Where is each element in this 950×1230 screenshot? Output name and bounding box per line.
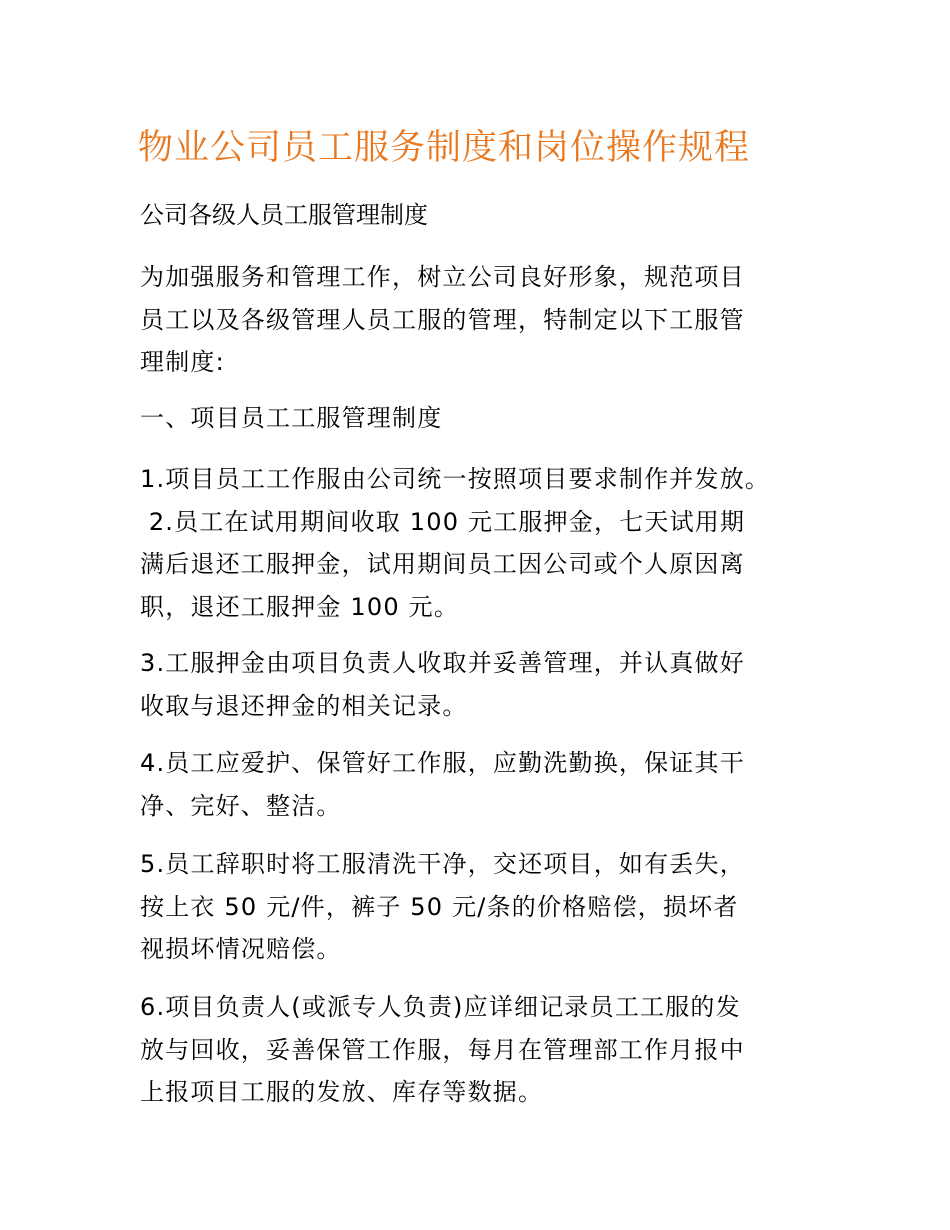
intro-line: 员工以及各级管理人员工服的管理，特制定以下工服管 bbox=[140, 305, 745, 334]
rule-item-5 bbox=[140, 843, 840, 971]
intro-line: 理制度: bbox=[140, 348, 225, 376]
rule-item-3 bbox=[140, 642, 840, 727]
rule-line: 6.项目负责人(或派专人负责)应详细记录员工工服的发 bbox=[140, 993, 741, 1021]
rule-line: 5.员工辞职时将工服清洗干净，交还项目，如有丢失， bbox=[140, 850, 745, 878]
rule-line: 满后退还工服押金，试用期间员工因公司或个人原因离 bbox=[140, 550, 745, 578]
rule-line: 按上衣 50 元/件，裤子 50 元/条的价格赔偿，损坏者 bbox=[140, 892, 739, 921]
rule-line: 净、完好、整洁。 bbox=[140, 791, 342, 820]
intro-paragraph bbox=[140, 256, 840, 384]
rule-line: 4.员工应爱护、保管好工作服，应勤洗勤换，保证其干 bbox=[140, 749, 745, 777]
rule-line: 上报项目工服的发放、库存等数据。 bbox=[140, 1078, 544, 1106]
rule-item-6 bbox=[140, 986, 840, 1114]
rule-line: 3.工服押金由项目负责人收取并妥善管理，并认真做好 bbox=[140, 649, 745, 677]
rule-line: 视损坏情况赔偿。 bbox=[140, 935, 342, 963]
section-heading bbox=[140, 397, 840, 440]
intro-line: 为加强服务和管理工作，树立公司良好形象，规范项目 bbox=[140, 263, 745, 291]
section-heading-text: 一、项目员工工服管理制度 bbox=[140, 404, 443, 432]
rule-item-1-2 bbox=[140, 458, 840, 628]
rule-line: 收取与退还押金的相关记录。 bbox=[140, 691, 468, 720]
rule-line: 1.项目员工工作服由公司统一按照项目要求制作并发放。 bbox=[140, 465, 771, 493]
rule-line: 放与回收，妥善保管工作服，每月在管理部工作月报中 bbox=[140, 1035, 745, 1064]
rule-line: 职，退还工服押金 100 元。 bbox=[140, 592, 460, 621]
document-subtitle: 公司各级人员工服管理制度 bbox=[140, 201, 428, 229]
rule-item-4 bbox=[140, 742, 840, 827]
rule-line: 2.员工在试用期间收取 100 元工服押金，七天试用期 bbox=[140, 507, 746, 536]
document-title: 物业公司员工服务制度和岗位操作规程 bbox=[138, 128, 751, 168]
